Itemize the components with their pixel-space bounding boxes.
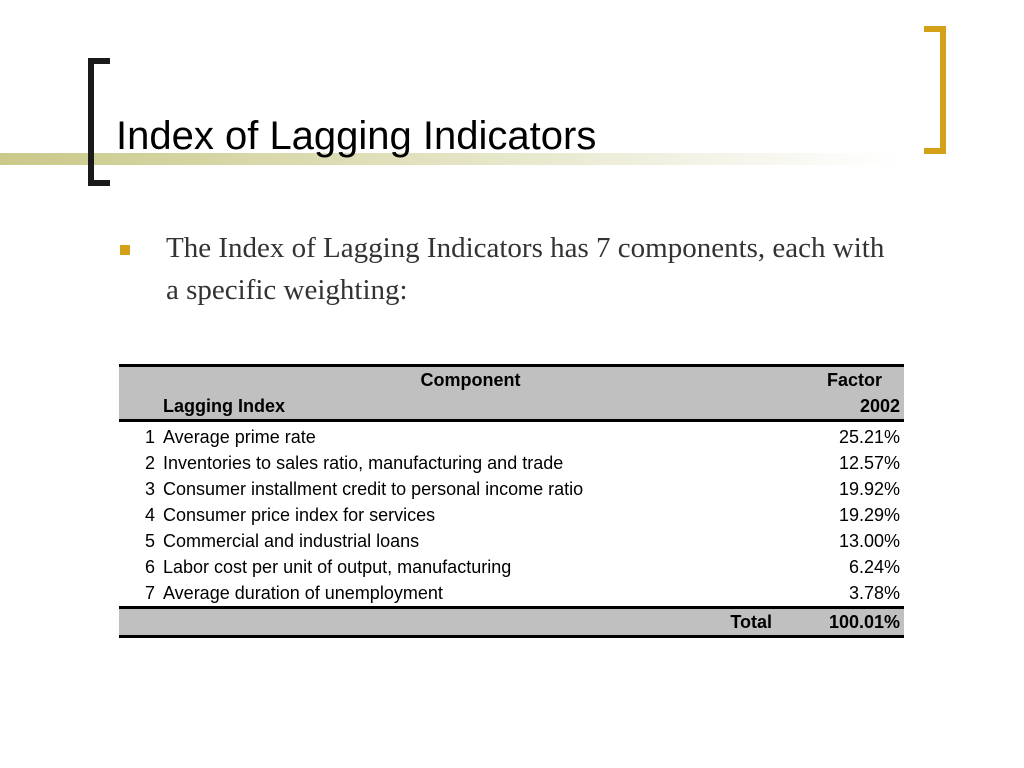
table-row [119,528,904,554]
total-value: 100.01% [782,608,904,637]
header-year: 2002 [782,393,904,421]
row-number: 6 [144,557,155,577]
row-component: Commercial and industrial loans [163,531,420,551]
header-lagging-index: Lagging Index [159,393,782,421]
slide-title: Index of Lagging Indicators [116,114,597,158]
table-header-row-bottom [119,393,904,421]
lagging-index-table [119,364,904,638]
header-factor: Factor [782,366,904,394]
table-row [119,450,904,476]
row-number: 2 [144,453,155,473]
left-bracket-decoration [88,58,110,186]
row-component: Labor cost per unit of output, manufacturing [163,557,512,577]
table-header-row-top [119,366,904,394]
table-row [119,421,904,451]
table-row [119,554,904,580]
row-factor: 25.21% [838,427,900,447]
row-component: Consumer installment credit to personal income ratio [163,479,584,499]
table-row [119,580,904,608]
row-factor: 13.00% [838,531,900,551]
row-number: 3 [144,479,155,499]
row-number: 7 [144,583,155,603]
row-number: 4 [144,505,155,525]
row-factor: 12.57% [838,453,900,473]
row-factor: 19.92% [838,479,900,499]
row-factor: 6.24% [848,557,900,577]
header-num-cell [119,366,159,394]
table-total-row [119,608,904,637]
right-bracket-decoration [924,26,946,154]
header-component: Component [159,366,782,394]
total-label: Total [159,608,782,637]
row-component: Average duration of unemployment [163,583,443,603]
lagging-index-table-container [119,364,904,638]
bullet-text: The Index of Lagging Indicators has 7 components, each with a specific weighting: [166,232,885,306]
row-component: Inventories to sales ratio, manufacturing and trade [163,453,564,473]
row-number: 1 [144,427,155,447]
row-component: Average prime rate [163,427,316,447]
row-component: Consumer price index for services [163,505,436,525]
row-factor: 3.78% [848,583,900,603]
row-number: 5 [144,531,155,551]
bullet-square-icon [120,245,130,255]
table-row [119,502,904,528]
total-num-cell [119,608,159,637]
row-factor: 19.29% [838,505,900,525]
table-row [119,476,904,502]
header-num-cell [119,393,159,421]
